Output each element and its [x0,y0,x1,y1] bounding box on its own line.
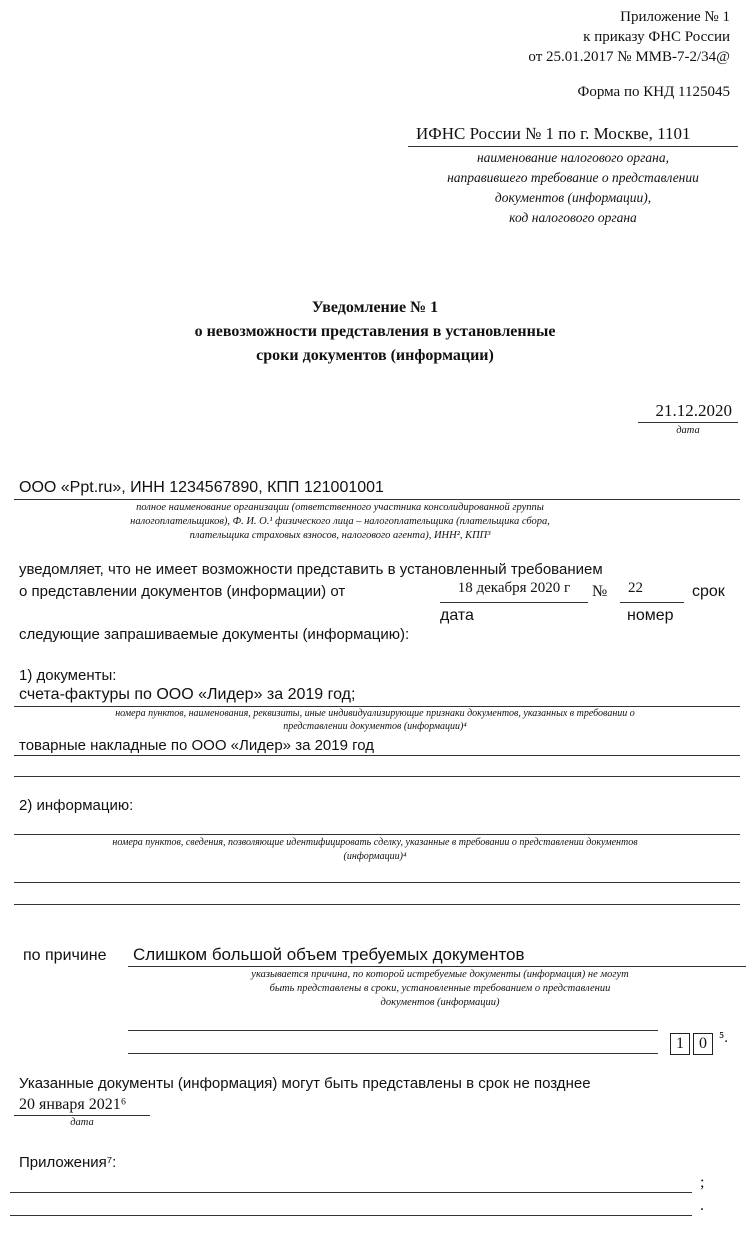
documents-item-1: счета-фактуры по ООО «Лидер» за 2019 год; [19,686,356,703]
reason-blank-line-2 [128,1053,658,1054]
requirement-number-label: номер [627,607,674,624]
document-title [0,296,750,368]
document-date-caption: дата [676,425,700,436]
reason-value: Слишком большой объем требуемых документов [133,945,525,964]
documents-item-2: товарные накладные по ООО «Лидер» за 2019 год [19,737,375,754]
documents-item-2-line [14,755,740,756]
attachments-line-2-end: . [700,1197,704,1214]
reason-line [128,966,746,967]
information-blank-line-1 [14,882,740,883]
deadline-value: 20 января 2021⁶ [19,1096,127,1113]
organization-caption-1: полное наименование организации (ответственного участника консолидированной группы [136,502,544,513]
requirement-date-label: дата [440,607,474,624]
requirement-date: 18 декабря 2020 г [457,580,571,596]
attachments-label: Приложения⁷: [19,1154,117,1171]
document-date: 21.12.2020 [655,401,732,420]
title-line-1: Уведомление № 1 [311,299,439,316]
reason-caption [180,968,700,1010]
organization-line [14,499,740,500]
reason-label: по причине [23,947,107,964]
tax-authority-caption-2: направившего требование о представлении [447,170,699,185]
form-code: Форма по КНД 1125045 [577,84,730,100]
deadline-word: срок [692,583,725,600]
attachments-line-1-end: ; [700,1174,705,1191]
information-caption [30,836,720,864]
title-line-2: о невозможности представления в установленные [194,323,556,340]
notice-line-3: следующие запрашиваемые документы (информацию): [19,626,410,643]
requirement-number: 22 [628,580,643,596]
reason-code-box-1: 1 [670,1033,690,1055]
reason-code-suffix: ⁵. [719,1030,728,1046]
documents-caption-1: номера пунктов, наименования, реквизиты, иные индивидуализирующие признаки документов, указанных в требовании о [115,708,635,719]
reason-caption-3: документов (информации) [380,997,500,1008]
document-date-line [638,422,738,423]
documents-caption [30,707,720,733]
reason-blank-line-1 [128,1030,658,1031]
appendix-label: Приложение № 1 [620,9,730,25]
tax-authority-caption [410,148,736,228]
organization-value: ООО «Ppt.ru», ИНН 1234567890, КПП 121001001 [19,479,384,496]
attachments-line-2 [10,1215,692,1216]
reason-caption-1: указывается причина, по которой истребуемые документы (информация) не могут [251,969,629,980]
order-reference: к приказу ФНС России [583,29,730,45]
reason-code-box-2: 0 [693,1033,713,1055]
requirement-date-line [440,602,588,603]
attachments-line-1 [10,1192,692,1193]
order-date: от 25.01.2017 № ММВ-7-2/34@ [528,49,730,65]
deadline-caption: дата [70,1117,94,1128]
information-caption-2: (информации)⁴ [343,851,407,862]
information-caption-1: номера пунктов, сведения, позволяющие идентифицировать сделку, указанные в требовании о представлении документов [112,837,638,848]
documents-caption-2: представлении документов (информации)⁴ [283,721,467,732]
tax-authority-caption-4: код налогового органа [509,210,637,225]
header-block [528,7,730,67]
requirement-number-line [620,602,684,603]
number-sign: № [592,583,608,600]
documents-label: 1) документы: [19,667,117,684]
tax-authority-value: ИФНС России № 1 по г. Москве, 1101 [416,124,691,143]
notice-line-2: о представлении документов (информации) от [19,583,346,600]
tax-authority-line [408,146,738,147]
information-blank-line-2 [14,904,740,905]
reason-caption-2: быть представлены в сроки, установленные требованием о представлении [269,983,611,994]
information-line [14,834,740,835]
title-line-3: сроки документов (информации) [256,347,494,364]
deadline-text: Указанные документы (информация) могут быть представлены в срок не позднее [19,1075,591,1092]
notice-line-1: уведомляет, что не имеет возможности представить в установленный требованием [19,561,603,578]
documents-blank-line [14,776,740,777]
organization-caption-3: плательщика страховых взносов, налогового агента), ИНН², КПП³ [189,530,491,541]
organization-caption-2: налогоплательщиков), Ф. И. О.¹ физического лица – налогоплательщика (плательщика сбора, [130,516,550,527]
tax-authority-caption-3: документов (информации), [494,190,652,205]
organization-caption [60,501,620,543]
tax-authority-caption-1: наименование налогового органа, [476,150,669,165]
information-label: 2) информацию: [19,797,134,814]
